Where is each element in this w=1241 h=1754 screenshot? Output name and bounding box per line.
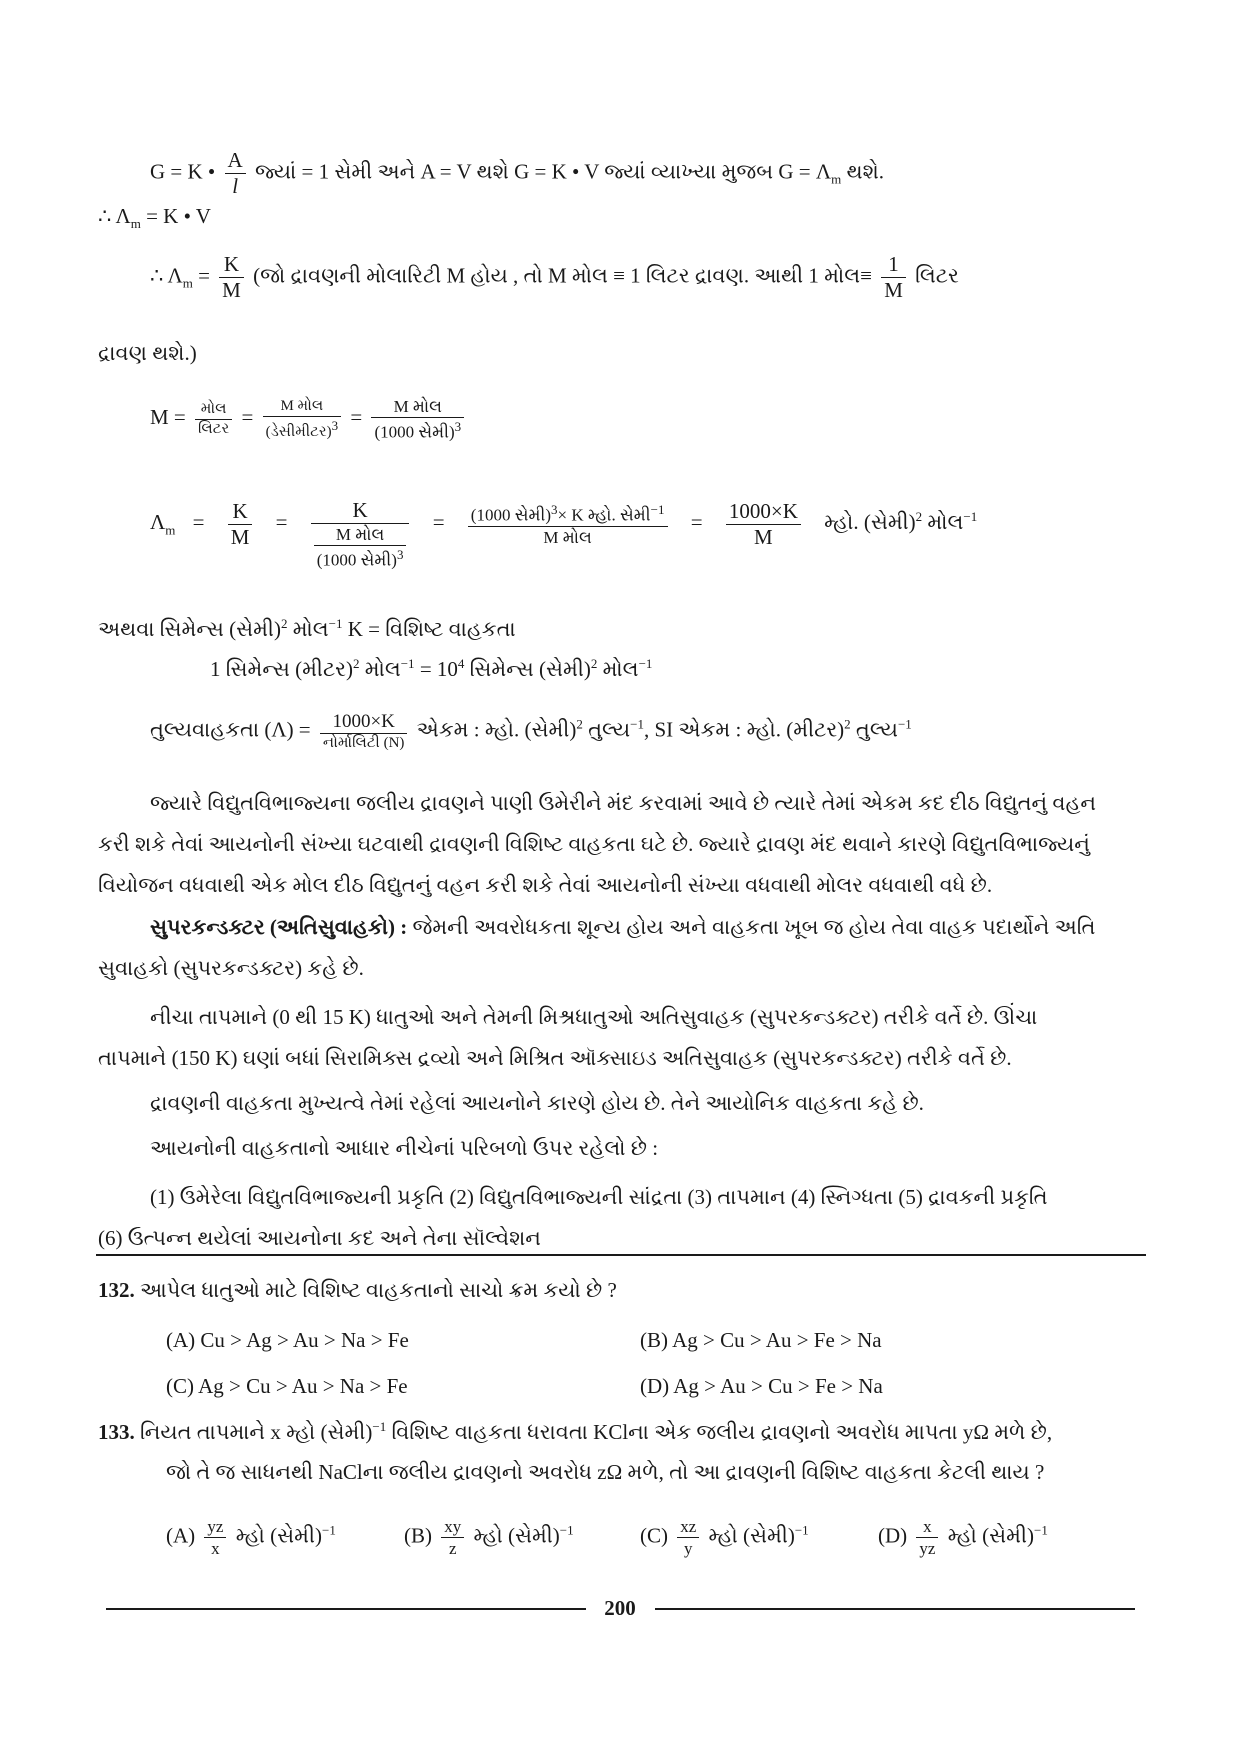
option-sup: −1 — [1034, 1522, 1048, 1538]
inner-den: (1000 સેમી) — [316, 550, 397, 570]
frac-den-sup: 3 — [454, 419, 462, 434]
sup3: 4 — [457, 656, 465, 671]
fraction-1-over-m — [881, 254, 906, 301]
eq3-continuation: દ્રાવણ થશે.) — [98, 341, 197, 365]
fraction-k-over-m — [219, 254, 244, 301]
eq2-lead: ∴ Λ — [98, 204, 131, 228]
eq1-lead: G = K • — [150, 159, 216, 184]
fraction-k-over-m-2 — [228, 498, 253, 549]
para6-line1: (1) ઉમેરેલા વિદ્યુતવિભાજ્યની પ્રકૃતિ (2) વિદ્યુતવિભાજ્યની સાંદ્રતા (3) તાપમાન (4) સ્નિગ્ધતા (5) દ્રાવકની પ્રકૃતિ — [150, 1185, 1048, 1209]
frac-num: M મોલ — [371, 398, 464, 418]
page-number: 200 — [604, 1596, 636, 1620]
text-a: અથવા સિમેન્સ (સેમી) — [98, 617, 281, 641]
question-133 — [98, 1420, 1052, 1443]
eq3-tail: લિટર — [915, 263, 959, 288]
option-label: (A) — [166, 1523, 196, 1548]
sup1: 2 — [280, 616, 288, 631]
eq5-tail: મ્હો. (સેમી) — [824, 510, 916, 535]
frac-num: xz — [677, 1518, 699, 1538]
frac-den: l — [232, 174, 239, 198]
eq3-eq: = — [198, 263, 210, 288]
inner-fraction — [314, 526, 407, 569]
frac-den: M — [222, 278, 241, 302]
question-text: આપેલ ધાતુઓ માટે વિશિષ્ટ વાહકતાનો સાચો ક્રમ કયો છે ? — [140, 1278, 617, 1302]
q132-option-d[interactable]: (D) Ag > Au > Cu > Fe > Na — [640, 1374, 883, 1398]
option-sup: −1 — [322, 1522, 336, 1538]
eq1-tail: થશે. — [846, 159, 885, 184]
footer-rule-left — [106, 1608, 586, 1610]
q132-option-c[interactable]: (C) Ag > Cu > Au > Na > Fe — [166, 1374, 408, 1398]
q132-option-b[interactable]: (B) Ag > Cu > Au > Fe > Na — [640, 1328, 882, 1352]
eq5-tail-sup2: −1 — [963, 509, 978, 525]
eq2-sub: m — [130, 216, 141, 232]
frac-num: A — [225, 150, 246, 174]
eq4-eq2: = — [350, 405, 363, 430]
option-fraction — [441, 1518, 464, 1557]
para1-line3: વિયોજન વધવાથી એક મોલ દીઠ વિદ્યુતનું વહન કરી શકે તેવાં આયનોની સંખ્યા વધવાથી મોલર વધવાથી વધે છે. — [98, 873, 993, 897]
text-c: = 10 — [414, 657, 458, 681]
fraction-a-over-l — [225, 150, 246, 197]
num-sup2: −1 — [650, 502, 665, 518]
frac-den: y — [684, 1539, 693, 1558]
para2-line2: સુવાહકો (સુપરકન્ડક્ટર) કહે છે. — [98, 956, 364, 980]
q133-option-d[interactable] — [878, 1518, 1048, 1557]
text-a: 1 સિમેન્સ (મીટર) — [210, 657, 354, 681]
text-d: સિમેન્સ (સેમી) — [464, 657, 591, 681]
section-divider — [96, 1254, 1146, 1256]
s1: 2 — [576, 716, 583, 732]
option-unit: મ્હો (સેમી) — [473, 1523, 560, 1548]
eq5-eq4: = — [690, 510, 703, 535]
option-label: (B) — [404, 1523, 432, 1548]
eq5-eq1: = — [192, 510, 205, 535]
option-fraction — [204, 1518, 226, 1557]
question-133-line2: જો તે જ સાધનથી NaClના જલીય દ્રાવણનો અવરોધ zΩ મળે, તો આ દ્રાવણની વિશિષ્ટ વાહકતા કેટલી થાય ? — [166, 1460, 1045, 1484]
footer-rule-right — [655, 1608, 1135, 1610]
para2-text: જેમની અવરોધકતા શૂન્ય હોય અને વાહકતા ખૂબ જ હોય તેવા વાહક પદાર્થોને અતિ — [407, 915, 1096, 939]
q133-sup: −1 — [372, 1419, 387, 1434]
para4: દ્રાવણની વાહકતા મુખ્યત્વે તેમાં રહેલાં આયનોને કારણે હોય છે. તેને આયોનિક વાહકતા કહે છે. — [150, 1091, 924, 1115]
para5: આયનોની વાહકતાનો આધાર નીચેનાં પરિબળો ઉપર રહેલો છે : — [150, 1136, 659, 1160]
equation-molarity — [150, 398, 468, 441]
t2: તુલ્ય — [582, 717, 631, 742]
option-sup: −1 — [559, 1522, 574, 1538]
text-e: મોલ — [597, 657, 639, 681]
equation-lambda-km — [150, 254, 959, 301]
frac-num: K — [219, 254, 244, 278]
s4: −1 — [897, 716, 912, 732]
eq5-sub: m — [165, 522, 176, 538]
text-c: K = વિશિષ્ટ વાહકતા — [342, 617, 516, 641]
s2: −1 — [630, 716, 644, 732]
frac-num: 1 — [881, 254, 906, 278]
para3-line1: નીચા તાપમાને (0 થી 15 K) ધાતુઓ અને તેમની મિશ્રધાતુઓ અતિસુવાહક (સુપરકન્ડક્ટર) તરીકે વર્તે છે. ઊંચા — [150, 1005, 1038, 1029]
eq5-eq3: = — [432, 510, 445, 535]
eq1-sub: m — [831, 171, 842, 187]
q133-text-b: વિશિષ્ટ વાહકતા ધરાવતા KClના એક જલીય દ્રાવણનો અવરોધ માપતા yΩ મળે છે, — [386, 1420, 1053, 1444]
eq5-tail-b: મોલ — [927, 510, 964, 535]
sup2: −1 — [328, 616, 343, 631]
fraction-normality — [320, 712, 408, 751]
frac-den: M — [230, 524, 250, 549]
num-a: (1000 સેમી) — [470, 505, 552, 525]
para6-line2: (6) ઉત્પન્ન થયેલાં આયનોના કદ અને તેના સૉલ્વેશન — [98, 1226, 541, 1250]
superconductor-heading: સુપરકન્ડક્ટર (અતિસુવાહકો) : — [150, 915, 408, 939]
option-fraction — [677, 1518, 699, 1557]
frac-num: 1000×K — [726, 501, 801, 525]
frac-num: x — [916, 1518, 938, 1538]
q133-option-c[interactable] — [640, 1518, 809, 1557]
t4: તુલ્ય — [850, 717, 898, 742]
frac-num: yz — [204, 1518, 226, 1538]
q133-option-b[interactable] — [404, 1518, 574, 1557]
eq4-lead: M = — [150, 405, 186, 430]
frac-den: M મોલ — [543, 527, 592, 547]
question-number: 132. — [98, 1278, 135, 1302]
siemens-conversion-line — [210, 657, 652, 680]
q133-option-a[interactable] — [166, 1518, 336, 1557]
frac-num: M મોલ — [263, 399, 342, 417]
frac-num: K — [311, 500, 410, 524]
option-unit: મ્હો (સેમી) — [947, 1523, 1034, 1548]
inner-num: M મોલ — [314, 526, 407, 546]
sup2: −1 — [400, 656, 415, 671]
frac-den: નોર્માલિટી (N) — [322, 735, 405, 751]
eq4-eq1: = — [241, 405, 254, 430]
para3-line2: તાપમાને (150 K) ઘણાં બધાં સિરામિક્સ દ્રવ્યો અને મિશ્રિત ઑક્સાઇડ અતિસુવાહક (સુપરકન્ડક્ટર) તરીકે વર્તે છે. — [98, 1046, 1012, 1070]
fraction-mol-per-litre — [195, 402, 232, 437]
fraction-1000k-over-m — [726, 498, 801, 549]
eq3-mid: (જો દ્રાવણની મોલારિટી M હોય , તો M મોલ ≡ 1 લિટર દ્રાવણ. આથી 1 મોલ≡ — [253, 263, 872, 288]
option-unit: મ્હો (સેમી) — [235, 1523, 322, 1548]
frac-den: લિટર — [198, 420, 230, 437]
s3: 2 — [844, 716, 851, 732]
equation-molar-conductivity — [150, 500, 977, 569]
frac-den: z — [448, 1539, 457, 1558]
frac-den: (ડેસીમીટર) — [265, 423, 332, 440]
frac-den-sup: 3 — [331, 417, 339, 433]
sup5: −1 — [638, 656, 653, 671]
para1-line2: કરી શકે તેવાં આયનોની સંખ્યા ઘટવાથી દ્રાવણની વિશિષ્ટ વાહકતા ઘટે છે. જ્યારે દ્રાવણ મંદ થવાને કારણે વિદ્યુતવિભાજ્યનું — [98, 832, 1090, 856]
option-unit: મ્હો (સેમી) — [708, 1523, 795, 1548]
fraction-units — [468, 503, 668, 546]
num-sup: 3 — [551, 502, 558, 518]
frac-den: x — [211, 1539, 220, 1558]
para1-line1: જ્યારે વિદ્યુતવિભાજ્યના જલીય દ્રાવણને પાણી ઉમેરીને મંદ કરવામાં આવે છે ત્યારે તેમાં એકમ કદ દીઠ વિદ્યુતનું વહન — [150, 791, 1097, 815]
question-number: 133. — [98, 1420, 135, 1444]
siemens-unit-line — [98, 617, 516, 640]
fraction-m-mol-per-dm3 — [263, 399, 342, 440]
equation-lambda-kv — [98, 206, 211, 230]
t3: , SI એકમ : મ્હો. (મીટર) — [644, 717, 845, 742]
frac-num: xy — [441, 1518, 464, 1538]
text-b: મોલ — [287, 617, 329, 641]
fraction-m-mol-per-cm3 — [371, 398, 464, 441]
frac-den: yz — [919, 1539, 936, 1558]
eq5-eq2: = — [275, 510, 288, 535]
option-sup: −1 — [794, 1522, 809, 1538]
option-label: (C) — [640, 1523, 668, 1548]
sup4: 2 — [590, 656, 598, 671]
eq1-rest: જ્યાં = 1 સેમી અને A = V થશે G = K • V જ્યાં વ્યાખ્યા મુજબ G = Λ — [254, 159, 832, 184]
frac-den: (1000 સેમી) — [374, 422, 455, 442]
sup1: 2 — [353, 656, 360, 671]
lead: તુલ્યવાહકતા (Λ) = — [150, 717, 311, 742]
option-fraction — [916, 1518, 938, 1557]
para2-line1 — [150, 917, 1095, 938]
q132-option-a[interactable]: (A) Cu > Ag > Au > Na > Fe — [166, 1328, 409, 1352]
equation-g — [150, 150, 884, 197]
eq5-tail-sup: 2 — [915, 509, 923, 525]
frac-num: 1000×K — [320, 712, 408, 734]
frac-num: મોલ — [195, 402, 232, 420]
eq2-tail: = K • V — [146, 204, 211, 228]
eq3-lead: ∴ Λ — [150, 263, 183, 288]
t1: એકમ : મ્હો. (સેમી) — [416, 717, 577, 742]
equivalent-conductivity-line — [150, 712, 912, 751]
question-132 — [98, 1280, 617, 1301]
q133-text-a: નિયત તાપમાને x મ્હો (સેમી) — [140, 1420, 373, 1444]
eq5-lead: Λ — [150, 510, 166, 535]
eq3-sub: m — [182, 275, 193, 291]
option-label: (D) — [878, 1523, 908, 1548]
frac-num: K — [228, 501, 253, 525]
num-b: × K મ્હો. સેમી — [557, 505, 651, 525]
frac-den: M — [884, 278, 903, 302]
frac-den: M — [754, 524, 773, 549]
inner-den-sup: 3 — [396, 547, 404, 562]
fraction-complex — [311, 500, 410, 569]
text-b: મોલ — [359, 657, 401, 681]
